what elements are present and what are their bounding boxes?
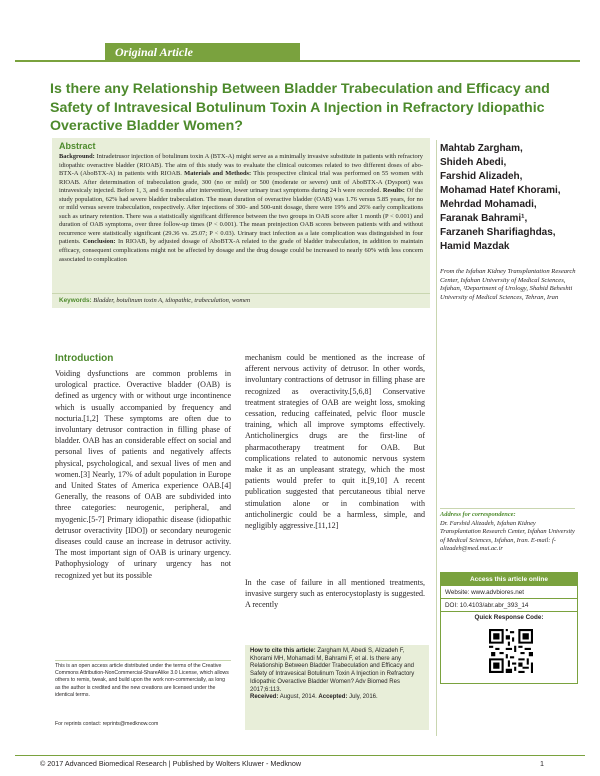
introduction-heading: Introduction [55,353,114,364]
reprints-note: For reprints contact: reprints@medknow.com [55,721,159,727]
abstract-methods: This prospective clinical trial was performed on 55 women with RIOAB. After determination of trabeculation grade, 300 (no or mild) or 500 (moderate or severe) unit of AboBTX-A (Dysport) was intravesicaly injected. Before 1, 3, and 6 months after intervention, lower urinary tract symptoms during 24 h were recorded. [59,170,423,195]
author: Farshid Alizadeh, [440,171,523,182]
correspondence [440,508,575,554]
abstract-text [59,153,423,264]
website-link[interactable]: Website: www.advbiores.net [441,586,577,599]
access-online-box [440,572,578,684]
doi-link[interactable]: DOI: 10.4103/abr.abr_393_14 [441,599,577,612]
article-title: Is there any Relationship Between Bladder Trabeculation and Efficacy and Safety of Intravesical Botulinum Toxin A Injection in Refractory Idiopathic Overactive Bladder Women? [50,81,550,134]
correspondence-text: Dr. Farshid Alizadeh, Isfahan Kidney Transplantation Research Center, Isfahan University of Medical Sciences, Isfahan, Iran. E-mail: f-alizadeh@med.mui.ac.ir [440,519,575,552]
article-type-tag: Original Article [105,43,300,62]
abstract-box [52,138,430,308]
author: Faranak Bahrami¹, [440,213,528,224]
footer-rule [15,755,585,756]
intro-column-2-continued: In the case of failure in all mentioned treatments, invasive surgery such as enterocystoplasty is suggested. A recently [245,578,425,610]
license-note: This is an open access article distributed under the terms of the Creative Commons Attribution-NonCommercial-ShareAlike 3.0 License, which allows others to remix, tweak, and build upon the work non-commercially, as long as the author is credited and the new creations are licensed under the identical terms. [55,660,231,699]
results-label: Results: [382,187,405,195]
received-date: August, 2014. [279,694,317,701]
received-label: Received: [250,694,279,701]
page-number: 1 [540,759,544,768]
intro-column-1: Voiding dysfunctions are common problems in urological practice. Overactive bladder (OAB) is defined as urgency with or without urge incontinence which is usually accompanied by frequency and nocturia.[1,2] These symptoms are often due to involuntary detrusor contraction in filling phase of bladder. OAB has an considerable effect on social and personal lives of patients and negatively affects physical, psychological, and sexual lives of men and women.[3] Nearly, 17% of adult population in Europe and United States of America experience OAB.[4] Generally, the reasons of OAB are subdivided into three categories: neurogenic, peripheral, and myogenic.[5-7] Primary idiopathic disease (idiopathic detrusor overactivity [IDO]) or secondary neurogenic diseases could cause an increase in detrusor activity. The most important sign of OAB is urinary urgency. Pathophysiology of urinary urgency has not recognized yet but its possible [55,369,231,580]
author: Shideh Abedi, [440,157,507,168]
citation-box [245,645,429,730]
abstract-background: Intradetrusor injection of botulinum toxin A (BTX-A) might serve as a minimally invasive substitute in patients with refractory idiopathic overactive bladder (RIOAB). The aim of this study was to evaluate the clinical outcomes related to two different doses of abo-BTX-A (AboBTX-A) in patients with RIOAB. [59,153,423,178]
footer-text: © 2017 Advanced Biomedical Research | Published by Wolters Kluwer - Medknow [40,759,302,768]
abstract-conclusion: In RIOAB, by adjusted dosage of AboBTX-A related to the grade of bladder trabeculation, in addition to maintain efficacy, consequent complications might not be affected by dosage and the drug dosage could be increased to nearly 60% with less concern associated to complication [59,238,423,263]
qr-label: Quick Response Code: [474,614,544,621]
author: Mehrdad Mohamadi, [440,199,537,210]
author: Hamid Mazdak [440,241,510,252]
correspondence-heading: Address for correspondence: [440,511,516,518]
accepted-label: Accepted: [318,694,348,701]
accepted-date: July, 2016. [349,694,378,701]
author: Mohamad Hatef Khorami, [440,185,561,196]
cite-label: How to cite this article: [250,648,316,654]
affiliation: From the Isfahan Kidney Transplantation Research Center, Isfahan University of Medical Sciences, Isfahan, ¹Department of Urology, Shahid Beheshti University of Medical Sciences, Tehran, Iran [440,268,576,301]
cite-text: Zargham M, Abedi S, Alizadeh F, Khorami MH, Mohamadi M, Bahrami F, et al. Is there any Relationship Between Bladder Trabeculation and Efficacy and Safety of Intravesical Botulinum Toxin A Injection in Refractory Idiopathic Overactive Bladder Women? Adv Biomed Res 2017;6:113. [250,648,415,693]
author-list [440,142,580,254]
abstract-results: Of the study population, 62% had severe bladder trabeculation. The mean duration of overactive bladder (OAB) was 1.76 versus 5.85 years, for no or mild versus severe trabeculation, respectively. After injections of 300- and 500-unit dosage, there were 19% and 26% early complications such as urinary retention. There was a statistically significant difference between the two groups in OAB score after 1 month (P < 0.001) and duration of OAB symptoms, over three follow-up times (P < 0.001). The mean preinjection OAB scores between patients with and without recurrence were statistically significant (29.36 vs. 25.07; P < 0.03). Urinary tract infection as a late complication was distinguished in four patients. [59,187,423,246]
intro-column-2: mechanism could be mentioned as the increase of afferent nervous activity of detrusor. In other words, involuntary contractions of detrusor in filling phase are recognized as overactivity.[5,6,8] Conservative treatment strategies of OAB are weight loss, smoking cessation, reducing caffeinated, pelvic floor muscle training, which all improve symptoms effectively. Anticholinergics drugs are the first-line of pharmacotherapy treatment for OAB. But complications related to autonomic nervous system make it as an unpleasant strategy, which the most patients would prefer to quit it.[9,10] A recent publication suggested that percutaneous tibial nerve stimulation alone or in combination with anticholinergic could be a harmless, simple, and negligibly aggressive.[11,12] [245,353,425,531]
keywords-label: Keywords: [59,297,92,304]
keywords-text: Bladder, botulinum toxin A, idiopathic, trabeculation, women [93,297,251,304]
author: Mahtab Zargham, [440,143,523,154]
header-rule [15,60,580,62]
abstract-heading: Abstract [59,141,96,151]
access-heading: Access this article online [441,573,577,586]
methods-label: Materials and Methods: [184,170,252,178]
keywords [52,293,430,308]
qr-code-icon[interactable] [489,629,533,673]
column-divider [436,140,437,736]
background-label: Background: [59,153,95,160]
conclusion-label: Conclusion: [82,238,116,246]
author: Farzaneh Sharifiaghdas, [440,227,556,238]
